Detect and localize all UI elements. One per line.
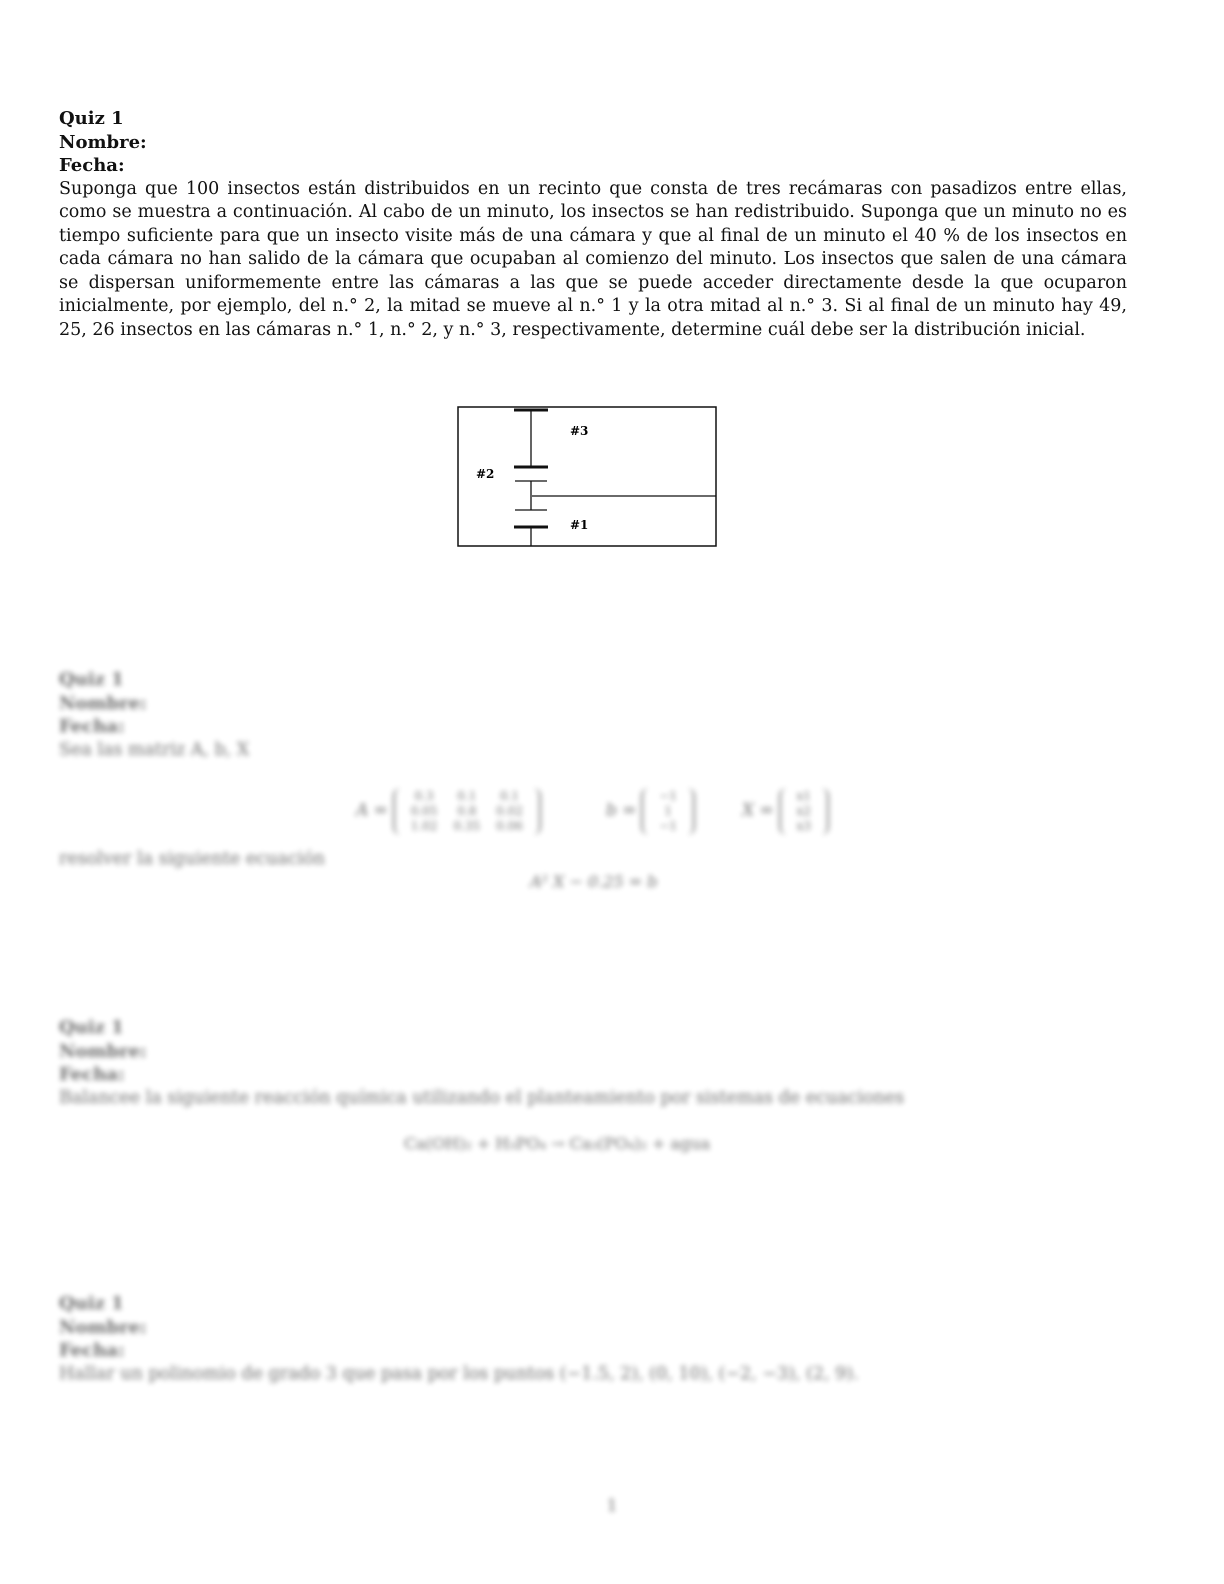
- problem-text: Suponga que 100 insectos están distribuidos en un recinto que consta de tres recámaras con pasadizos entre ellas, como se muestra a continuación. Al cabo de un minuto, los insectos se han redistribuido. Suponga que un minuto no es tiempo suficiente para que un insecto visite más de una cámara y que al final de un minuto el 40 % de los insectos en cada cámara no han salido de la cámara que ocupaban al comienzo del minuto. Los insectos que salen de una cámara se dispersan uniformemente entre las cámaras a las que se puede acceder directamente desde la que ocuparon inicialmente, por ejemplo, del n.° 2, la mitad se mueve al n.° 1 y la otra mitad al n.° 3. Si al final de un minuto hay 49, 25, 26 insectos en las cámaras n.° 1, n.° 2, y n.° 3, respectivamente, determine cuál debe ser la distribución inicial.: [59, 178, 1127, 341]
- quiz-2-instruction: [59, 848, 1127, 872]
- matrix-a-label: A =: [356, 800, 388, 821]
- vector-x-label: X =: [742, 800, 774, 821]
- matrix-definitions: [0, 788, 1224, 842]
- quiz-4: [59, 1292, 1127, 1386]
- matrix-a: A = 0.3 0.1 0.1 0.05 0.8 0.02 1.02 0.35 0.06: [356, 788, 541, 835]
- quiz-title: Quiz 1: [59, 1293, 124, 1314]
- intro-text: Sea las matriz A, b, X: [59, 739, 250, 760]
- vector-b-label: b =: [606, 800, 637, 821]
- name-label: Nombre:: [59, 131, 147, 153]
- date-label: Fecha:: [59, 1340, 125, 1361]
- instruction-text: Hallar un polinomio de grado 3 que pasa por los puntos (−1.5, 2), (0, 10), (−2, −3), (2, 9).: [59, 1363, 859, 1384]
- instruction-text: Balancee la siguiente reacción química utilizando el planteamiento por sistemas de ecuaciones: [59, 1087, 905, 1108]
- quiz-3-equation: Ca(OH)₂ + H₃PO₄ → Ca₃(PO₄)₂ + agua: [404, 1134, 711, 1153]
- vector-b: b = −1 1 −1: [606, 788, 695, 835]
- chamber-1-label: #1: [570, 518, 589, 532]
- quiz-title: Quiz 1: [59, 108, 124, 129]
- name-label: Nombre:: [59, 1040, 147, 1062]
- chamber-2-label: #2: [476, 467, 495, 481]
- date-label: Fecha:: [59, 716, 125, 737]
- name-label: Nombre:: [59, 1316, 147, 1338]
- date-label: Fecha:: [59, 155, 125, 176]
- date-label: Fecha:: [59, 1064, 125, 1085]
- vector-x: X = x1 x2 x3: [742, 788, 829, 835]
- chamber-3-label: #3: [570, 424, 589, 438]
- instruction-text: resolver la siguiente ecuación: [59, 849, 325, 869]
- chamber-diagram: [456, 405, 720, 551]
- name-label: Nombre:: [59, 692, 147, 714]
- quiz-3: [59, 1016, 1127, 1110]
- quiz-2: [59, 668, 1127, 762]
- quiz-title: Quiz 1: [59, 1017, 124, 1038]
- quiz-1: [59, 107, 1127, 343]
- quiz-2-equation: A² X − 0.25 = b: [530, 872, 658, 891]
- page-number: 1: [606, 1496, 618, 1516]
- quiz-title: Quiz 1: [59, 669, 124, 690]
